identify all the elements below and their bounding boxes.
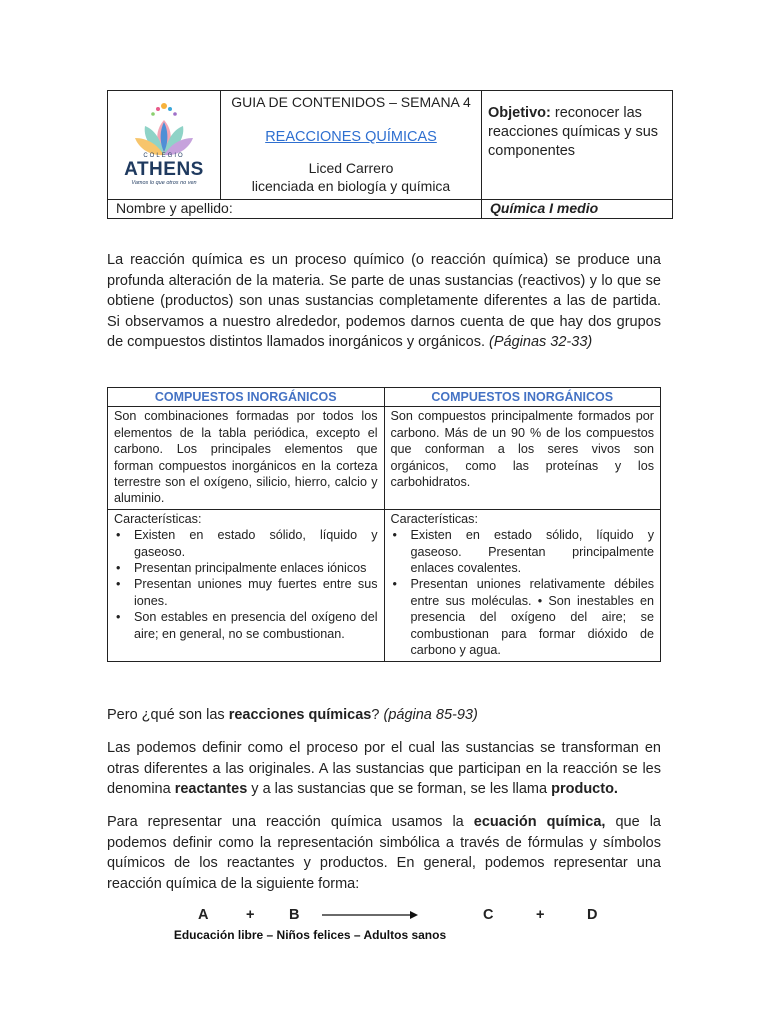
definition-bold-reactantes: reactantes — [174, 781, 248, 797]
compounds-table — [107, 387, 661, 662]
objective-cell — [482, 91, 673, 200]
list-item: • Presentan principalmente enlaces iónicos — [114, 560, 378, 576]
name-label: Nombre y apellido: — [116, 200, 233, 216]
reaction-arrow-icon — [322, 910, 422, 920]
question-suffix: ? — [371, 707, 384, 723]
logo-text-big: ATHENS — [124, 159, 204, 180]
col2-description: Son compuestos principalmente formados por carbono. Más de un 90 % de los compuestos que conforman a los seres vivos son orgánicos, como las proteínas y los carbohidratos. — [384, 407, 661, 509]
list-item: • Existen en estado sólido, líquido y gaseoso. Presentan principalmente enlaces covalentes. — [391, 527, 655, 576]
intro-paragraph — [107, 250, 661, 353]
intro-text: La reacción química es un proceso químico (o reacción química) se produce una profunda alteración de la materia. Se parte de unas sustancias (reactivos) y lo que se obtiene (productos) son unas sustancias completamente diferentes a las de partida. Si observamos a nuestro alrededor, podemos darnos cuenta de que hay dos grupos de compuestos distintos llamados inorgánicos y orgánicos. — [107, 252, 661, 350]
definition-text-2: y a las sustancias que se forman, se les llama — [247, 781, 552, 797]
question-prefix: Pero ¿qué son las — [107, 707, 229, 723]
col1-description: Son combinaciones formadas por todos los elementos de la tabla periódica, excepto el carbono. Los principales elementos que forman compuestos inorgánicos en la corteza terrestre son el oxígeno, silicio, hierro, calcio y aluminio. — [108, 407, 385, 509]
topic-link[interactable]: REACCIONES QUÍMICAS — [265, 129, 437, 145]
objective-label: Objetivo: — [488, 105, 551, 121]
equation-bold: ecuación química, — [473, 814, 606, 830]
header-table — [107, 90, 673, 219]
list-item: • Presentan uniones muy fuertes entre sus iones. — [114, 576, 378, 609]
teacher-name: Liced Carrero — [308, 160, 394, 176]
objective-text: reconocer las reacciones químicas y sus componentes — [488, 105, 659, 159]
intro-pages: (Páginas 32-33) — [489, 334, 593, 350]
definition-text-1: Las podemos definir como el proceso por el cual las sustancias se transforman en otras diferentes a las originales. A las sustancias que participan en la reacción se les denomina — [107, 740, 661, 797]
plus-sign-2: + — [536, 907, 545, 923]
list-item: • Existen en estado sólido, líquido y gaseoso. — [114, 527, 378, 560]
col2-characteristics — [384, 509, 661, 661]
plus-sign-1: + — [246, 907, 255, 923]
product-d: D — [587, 907, 598, 923]
course-cell — [482, 200, 673, 219]
logo-slogan: Vamos lo que otros no ven — [131, 180, 197, 186]
title-cell — [221, 91, 482, 200]
equation-text-2: que la podemos definir como la representación simbólica a través de fórmulas y símbolos químicos de los reactantes y productos. En general, podemos representar una reacción química de la siguiente forma: — [107, 814, 661, 892]
col1-char-label: Características: — [114, 511, 202, 526]
name-field[interactable] — [108, 200, 482, 219]
definition-paragraph — [107, 738, 661, 800]
col2-char-label: Características: — [390, 511, 478, 526]
course-label: Química I medio — [490, 200, 599, 216]
col1-characteristics — [108, 509, 385, 661]
question-paragraph — [107, 705, 661, 726]
col2-header: COMPUESTOS INORGÁNICOS — [384, 388, 661, 407]
equation-paragraph — [107, 812, 661, 894]
list-item: • Son estables en presencia del oxígeno del aire; en general, no se combustionan. — [114, 609, 378, 642]
teacher-title: licenciada en biología y química — [251, 178, 451, 194]
list-item: • Presentan uniones relativamente débiles entre sus moléculas. • Son inestables en presencia del oxígeno del aire; se combustionan para formar dióxido de carbono y agua. — [391, 576, 655, 658]
footer-motto: Educación libre – Niños felices – Adultos sanos — [173, 928, 447, 942]
product-c: C — [483, 907, 494, 923]
logo-cell — [108, 91, 221, 200]
reactant-b: B — [289, 907, 300, 923]
reactant-a: A — [198, 907, 209, 923]
question-pages: (página 85-93) — [383, 707, 478, 723]
col1-header: COMPUESTOS INORGÁNICOS — [108, 388, 385, 407]
question-bold: reacciones químicas — [228, 707, 372, 723]
equation-text-1: Para representar una reacción química usamos la — [107, 814, 474, 830]
guide-title: GUIA DE CONTENIDOS – SEMANA 4 — [231, 94, 471, 110]
definition-bold-producto: producto. — [551, 781, 618, 797]
logo-text-small: COLEGIO — [143, 153, 185, 159]
